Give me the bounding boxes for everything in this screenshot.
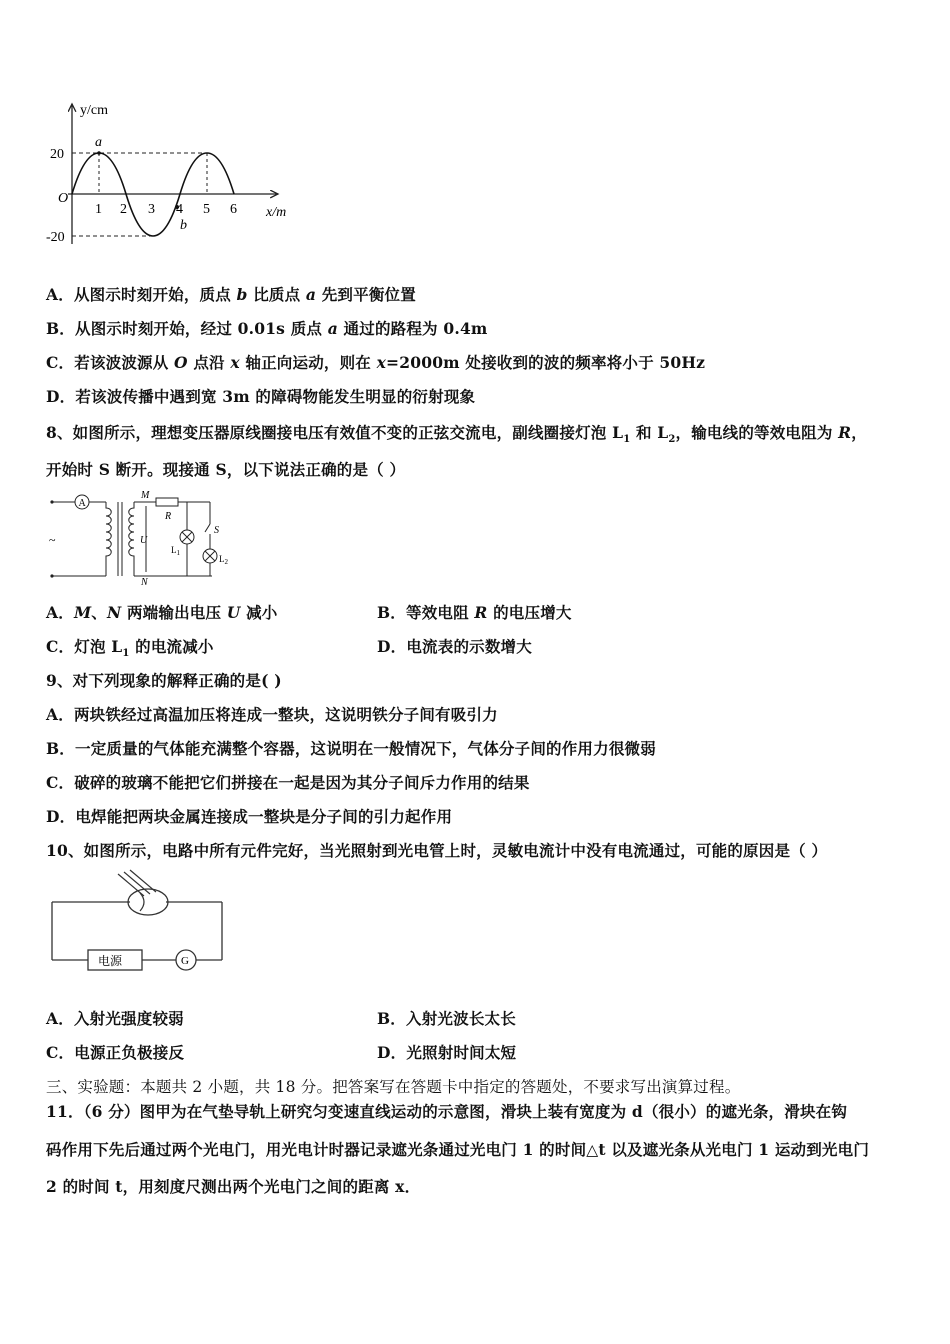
q8-option-d: D．电流表的示数增大 [377, 637, 532, 656]
x-tick-1: 1 [95, 202, 102, 217]
x-tick-6: 6 [230, 202, 237, 217]
x-tick-4: 4 [176, 202, 183, 217]
q7-option-d: D．若该波传播中遇到宽 3m 的障碍物能发生明显的衍射现象 [46, 387, 476, 406]
switch-s [205, 524, 210, 532]
q10-option-b: B．入射光波长太长 [377, 1009, 516, 1028]
q11-line1: 11．（6 分）图甲为在气垫导轨上研究匀变速直线运动的示意图，滑块上装有宽度为 d（很小）的遮光条，滑块在钩 [46, 1102, 848, 1121]
y-tick-neg20: -20 [46, 230, 65, 245]
q10-option-a: A．入射光强度较弱 [46, 1009, 184, 1028]
y-axis-label: y/cm [80, 103, 108, 118]
x-tick-3: 3 [148, 202, 155, 217]
q9-option-c: C．破碎的玻璃不能把它们拼接在一起是因为其分子间斥力作用的结果 [46, 773, 530, 792]
label-m: M [141, 490, 150, 501]
origin-label: O [58, 191, 69, 206]
label-l1: $L_1$ [171, 545, 180, 557]
galvanometer-label: G [181, 955, 189, 967]
q9-stem: 9、对下列现象的解释正确的是( ) [46, 671, 282, 690]
q11-line2: 码作用下先后通过两个光电门，用光电计时器记录遮光条通过光电门 1 的时间△t 以及遮光条从光电门 1 运动到光电门 [46, 1140, 870, 1159]
q9-option-a: A．两块铁经过高温加压将连成一整块，这说明铁分子间有吸引力 [46, 705, 498, 724]
point-a-dot [97, 151, 101, 155]
photoelectric-circuit [46, 868, 236, 980]
wave-graph [40, 96, 300, 256]
transformer-circuit [44, 488, 244, 588]
q10-stem: 10、如图所示，电路中所有元件完好，当光照射到光电管上时，灵敏电流计中没有电流通过，可能的原因是（ ） [46, 841, 828, 860]
q9-option-d: D．电焊能把两块金属连接成一整块是分子间的引力起作用 [46, 807, 453, 826]
label-u: U [140, 535, 148, 546]
label-l2: $L_2$ [219, 554, 228, 566]
ac-source-symbol: ~ [49, 533, 56, 547]
q8-option-c: C．灯泡 $L_1$ 的电流减小 [46, 637, 214, 660]
x-tick-2: 2 [120, 202, 127, 217]
power-source-label: 电源 [98, 954, 123, 968]
q8-option-b: B．等效电阻 R 的电压增大 [377, 603, 572, 622]
label-r: R [165, 511, 172, 522]
x-tick-5: 5 [203, 202, 210, 217]
label-s: S [214, 525, 219, 536]
label-n: N [141, 577, 148, 588]
section-3-heading: 三、实验题：本题共 2 小题，共 18 分。把答案写在答题卡中指定的答题处，不要求写出演算过程。 [46, 1078, 741, 1096]
primary-coil [106, 502, 111, 576]
q11-line3: 2 的时间 t，用刻度尺测出两个光电门之间的距离 x． [46, 1177, 421, 1196]
secondary-coil [129, 502, 134, 576]
ammeter-label: A [78, 498, 86, 509]
q10-option-d: D．光照射时间太短 [377, 1043, 517, 1062]
resistor-r [156, 498, 178, 506]
q8-option-a: A．M、N 两端输出电压 U 减小 [46, 603, 278, 622]
x-axis-label: x/m [266, 205, 287, 220]
q8-stem-line1: 8、如图所示，理想变压器原线圈接电压有效值不变的正弦交流电，副线圈接灯泡 $L_1$ 和 $L_2$，输电线的等效电阻为 R， [46, 423, 867, 446]
q7-option-c: C．若该波波源从 O 点沿 x 轴正向运动，则在 x=2000m 处接收到的波的频率将小于 50Hz [46, 353, 706, 372]
point-b-label: b [180, 218, 187, 233]
q8-stem-line2: 开始时 S 断开。现接通 S，以下说法正确的是（ ） [46, 460, 406, 479]
q7-option-b: B．从图示时刻开始，经过 0.01s 质点 a 通过的路程为 0.4m [46, 319, 488, 338]
q7-option-a: A．从图示时刻开始，质点 b 比质点 a 先到平衡位置 [46, 285, 416, 304]
q9-option-b: B．一定质量的气体能充满整个容器，这说明在一般情况下，气体分子间的作用力很微弱 [46, 739, 656, 758]
y-tick-20: 20 [50, 147, 64, 162]
q10-option-c: C．电源正负极接反 [46, 1043, 185, 1062]
point-a-label: a [95, 135, 102, 150]
